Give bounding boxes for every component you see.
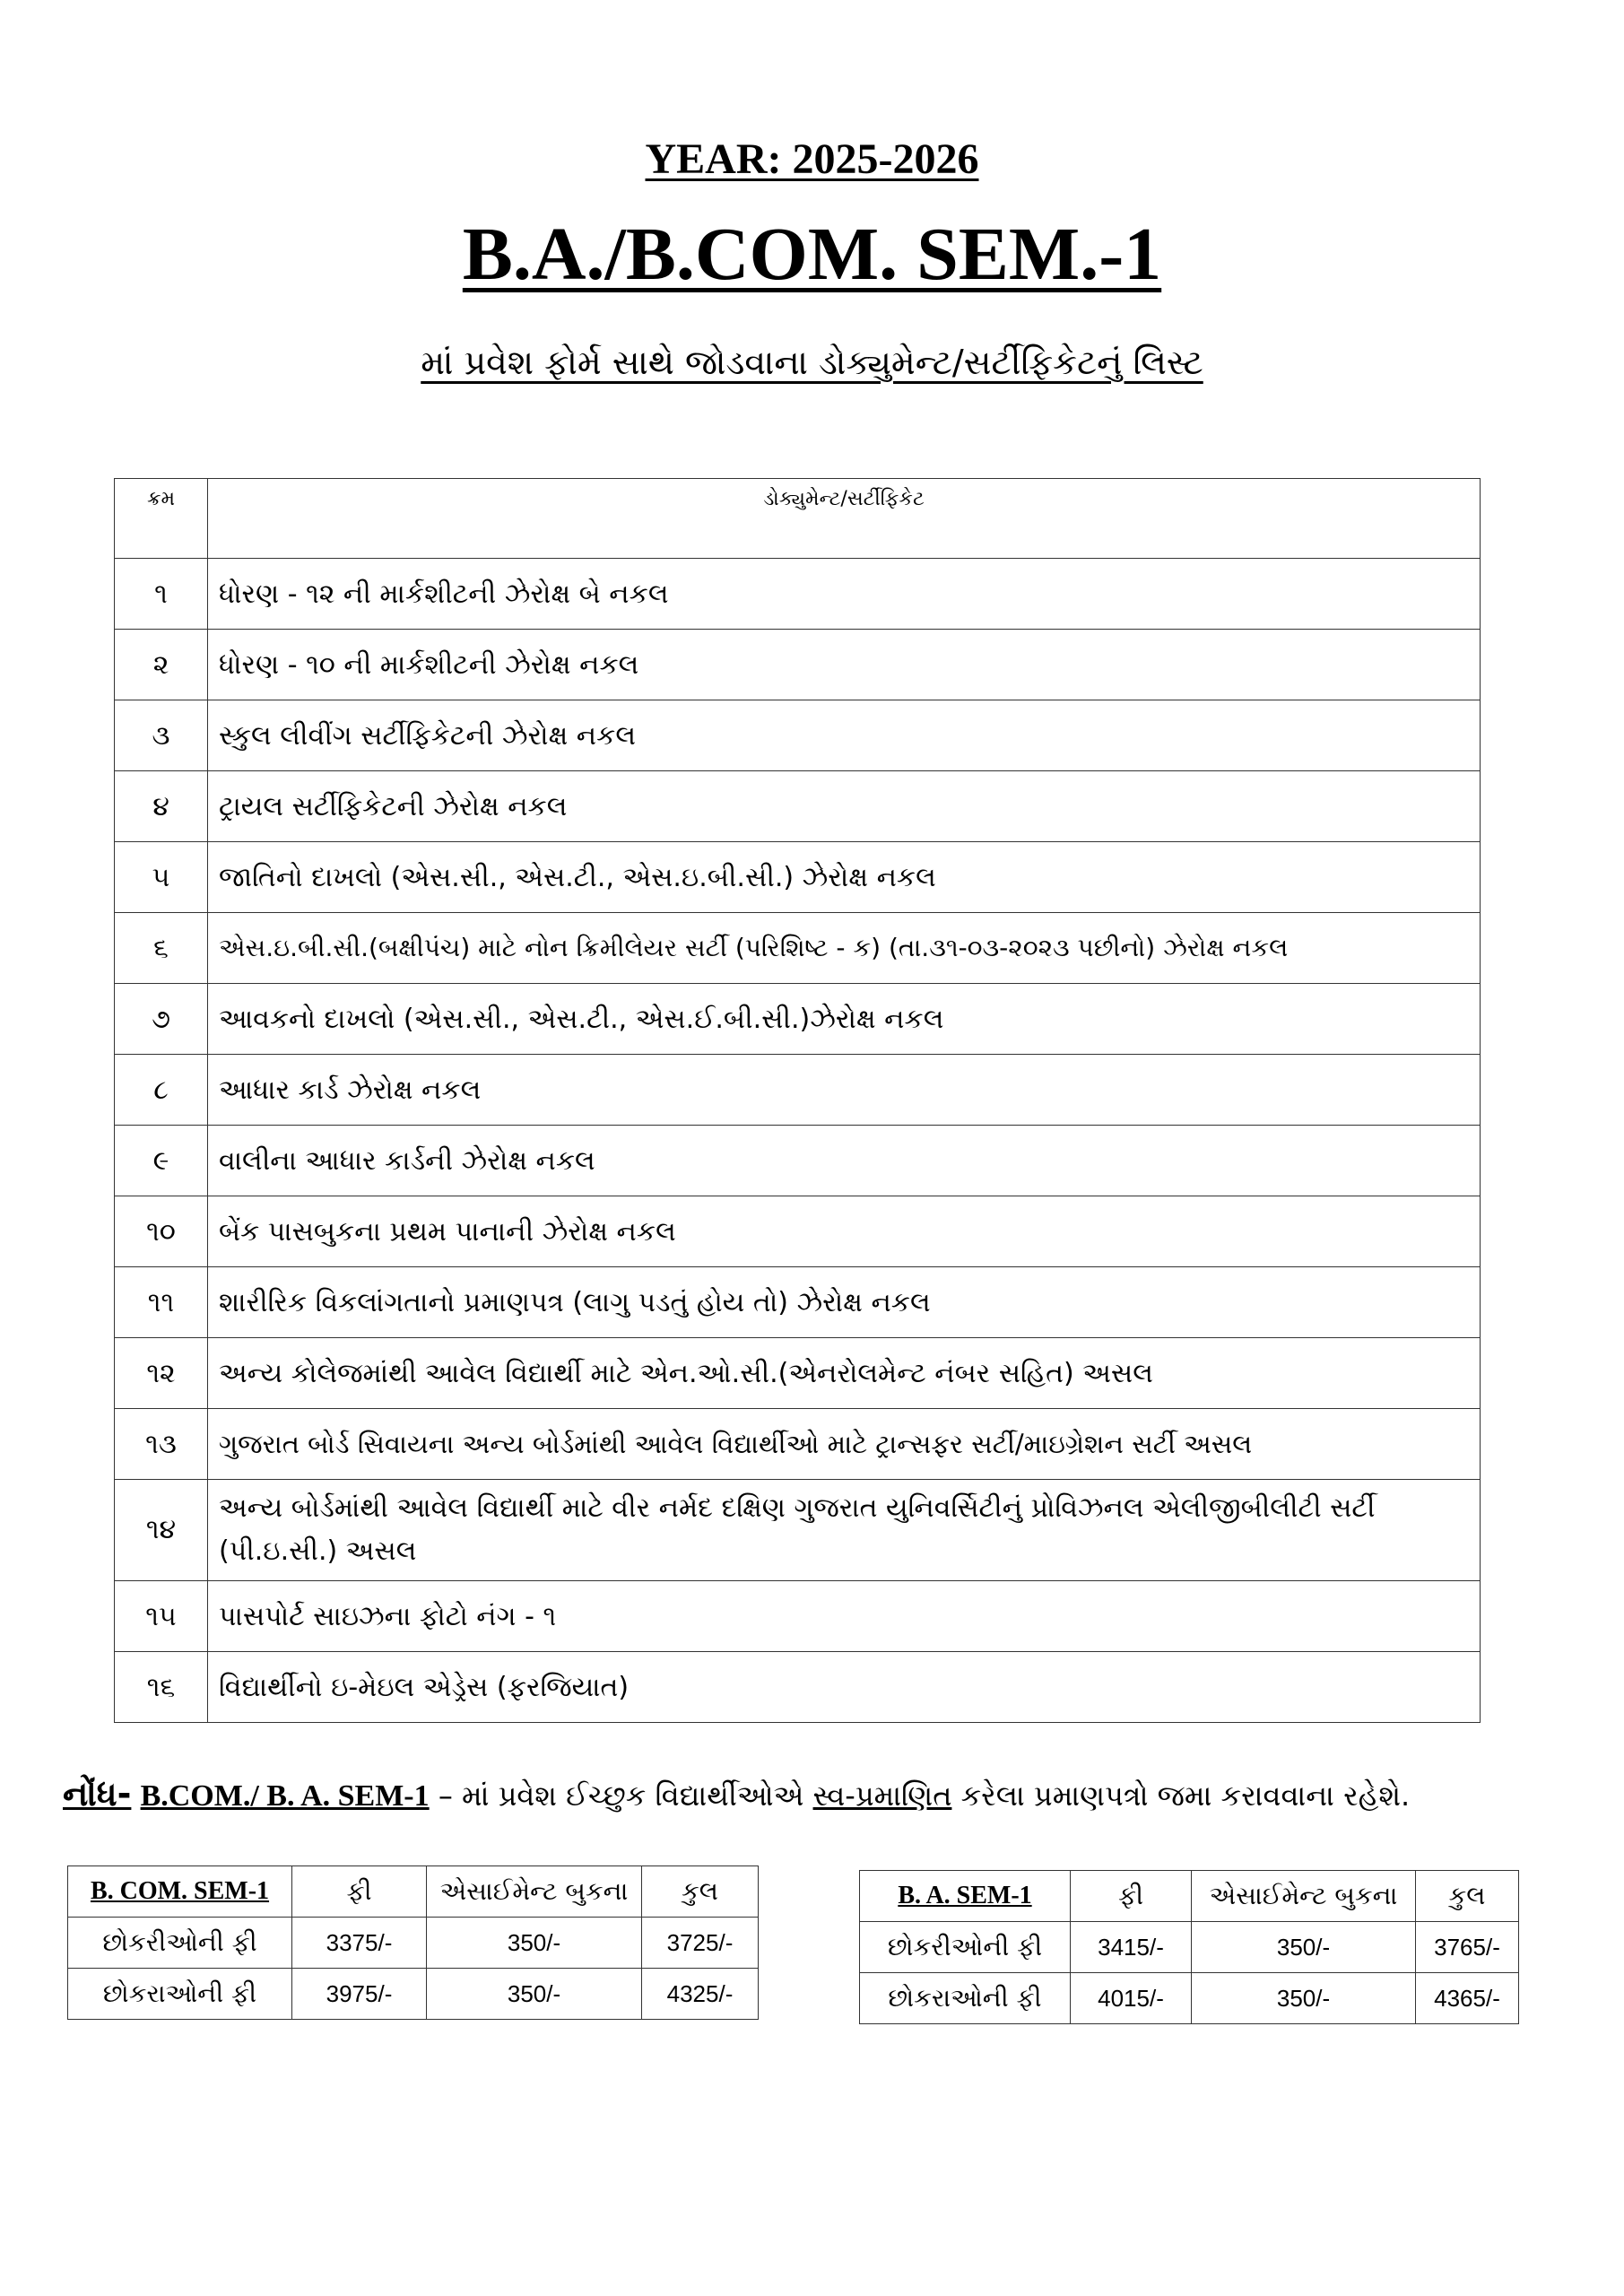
academic-year: YEAR: 2025-2026 [645,135,979,183]
documents-table [114,478,1481,1723]
table-row [115,630,1481,700]
table-row [68,1918,759,1969]
row-document: આધાર કાર્ડ ઝેરોક્ષ નકલ [208,1055,1481,1126]
total-value: 4365/- [1416,1973,1519,2024]
row-number: ૫ [115,842,208,913]
table-row [115,1652,1481,1723]
row-document: ધોરણ - ૧૦ ની માર્કશીટની ઝેરોક્ષ નકલ [208,630,1481,700]
row-number: ૨ [115,630,208,700]
note-text-after: કરેલા પ્રમાણપત્રો જમા કરાવવાના રહેશે. [960,1779,1411,1813]
row-document: ટ્રાયલ સર્ટીફિકેટની ઝેરોક્ષ નકલ [208,771,1481,842]
row-document: અન્ય બોર્ડમાંથી આવેલ વિદ્યાર્થી માટે વીર નર્મદ દક્ષિણ ગુજરાત યુનિવર્સિટીનું પ્રોવિઝનલ એલીજીબીલીટી સર્ટી (પી.ઇ.સી.) અસલ [208,1480,1481,1581]
note-self-attested: સ્વ-પ્રમાણિત [812,1779,952,1813]
note-text-before: માં પ્રવેશ ઈચ્છુક વિદ્યાર્થીઓએ [461,1779,804,1813]
assignment-value: 350/- [1192,1922,1416,1973]
row-number: ૧૦ [115,1196,208,1267]
table-row [860,1973,1519,2024]
row-document: વિદ્યાર્થીનો ઇ-મેઇલ એડ્રેસ (ફરજિયાત) [208,1652,1481,1723]
fee-row-label: છોકરાઓની ફી [860,1973,1071,2024]
ba-fees-title: B. A. SEM-1 [860,1871,1071,1922]
fee-row-label: છોકરીઓની ફી [68,1918,292,1969]
row-number: ૧૪ [115,1480,208,1581]
table-row [115,1267,1481,1338]
fee-value: 3375/- [292,1918,427,1969]
table-row [115,1126,1481,1196]
table-row [115,771,1481,842]
note-label: નોંધ- [63,1774,132,1813]
assignment-value: 350/- [1192,1973,1416,2024]
assignment-value: 350/- [427,1918,642,1969]
row-number: ૧૬ [115,1652,208,1723]
fee-header: ફી [1071,1871,1192,1922]
row-number: ૯ [115,1126,208,1196]
serial-column-header: ક્રમ [115,479,208,559]
note-dash: – [438,1779,453,1813]
table-row [115,913,1481,984]
row-document: વાલીના આધાર કાર્ડની ઝેરોક્ષ નકલ [208,1126,1481,1196]
row-number: ૧૫ [115,1581,208,1652]
bcom-fees-title: B. COM. SEM-1 [68,1866,292,1918]
row-number: ૪ [115,771,208,842]
fees-header-row [68,1866,759,1918]
table-row [115,1338,1481,1409]
row-number: ૧૩ [115,1409,208,1480]
row-number: ૩ [115,700,208,771]
fee-row-label: છોકરીઓની ફી [860,1922,1071,1973]
fees-header-row [860,1871,1519,1922]
total-value: 4325/- [642,1969,759,2020]
table-row [68,1969,759,2020]
fee-row-label: છોકરાઓની ફી [68,1969,292,2020]
row-document: અન્ય કોલેજમાંથી આવેલ વિદ્યાર્થી માટે એન.ઓ.સી.(એનરોલમેન્ટ નંબર સહિત) અસલ [208,1338,1481,1409]
table-row [115,1480,1481,1581]
table-row [115,1055,1481,1126]
row-document: બેંક પાસબુકના પ્રથમ પાનાની ઝેરોક્ષ નકલ [208,1196,1481,1267]
row-document: જાતિનો દાખલો (એસ.સી., એસ.ટી., એસ.ઇ.બી.સી.) ઝેરોક્ષ નકલ [208,842,1481,913]
page-subtitle: માં પ્રવેશ ફોર્મ સાથે જોડવાના ડોક્યુમેન્ટ/સર્ટીફિકેટનું લિસ્ટ [421,343,1203,382]
total-header: કુલ [1416,1871,1519,1922]
row-number: ૧૧ [115,1267,208,1338]
document-column-header: ડોક્યુમેન્ટ/સર્ટીફિકેટ [208,479,1481,559]
total-value: 3725/- [642,1918,759,1969]
table-row [115,559,1481,630]
row-document: પાસપોર્ટ સાઇઝના ફોટો નંગ - ૧ [208,1581,1481,1652]
table-row [115,1409,1481,1480]
row-number: ૧૨ [115,1338,208,1409]
row-document: ગુજરાત બોર્ડ સિવાયના અન્ય બોર્ડમાંથી આવેલ વિદ્યાર્થીઓ માટે ટ્રાન્સફર સર્ટી/માઇગ્રેશન સર્ટી અસલ [208,1409,1481,1480]
row-document: ધોરણ - ૧૨ ની માર્કશીટની ઝેરોક્ષ બે નકલ [208,559,1481,630]
course-title: B.A./B.COM. SEM.-1 [462,213,1162,296]
row-number: ૮ [115,1055,208,1126]
row-document: શારીરિક વિકલાંગતાનો પ્રમાણપત્ર (લાગુ પડતું હોય તો) ઝેરોક્ષ નકલ [208,1267,1481,1338]
fee-value: 3975/- [292,1969,427,2020]
fee-value: 3415/- [1071,1922,1192,1973]
fee-header: ફી [292,1866,427,1918]
table-row [860,1922,1519,1973]
table-row [115,1196,1481,1267]
table-row [115,1581,1481,1652]
row-number: ૧ [115,559,208,630]
table-row [115,984,1481,1055]
row-number: ૬ [115,913,208,984]
row-document: એસ.ઇ.બી.સી.(બક્ષીપંચ) માટે નોન ક્રિમીલેયર સર્ટી (પરિશિષ્ટ - ક) (તા.૩૧-૦૩-૨૦૨૩ પછીનો) ઝેરોક્ષ નકલ [208,913,1481,984]
documents-header-row [115,479,1481,559]
total-value: 3765/- [1416,1922,1519,1973]
note-course-ref: B.COM./ B. A. SEM-1 [140,1779,430,1813]
row-document: સ્કુલ લીવીંગ સર્ટીફિકેટની ઝેરોક્ષ નકલ [208,700,1481,771]
table-row [115,842,1481,913]
row-document: આવકનો દાખલો (એસ.સી., એસ.ટી., એસ.ઈ.બી.સી.)ઝેરોક્ષ નકલ [208,984,1481,1055]
assignment-header: એસાઈમેન્ટ બુકના [1192,1871,1416,1922]
note-line [63,1774,1410,1814]
row-number: ૭ [115,984,208,1055]
total-header: કુલ [642,1866,759,1918]
assignment-header: એસાઈમેન્ટ બુકના [427,1866,642,1918]
bcom-fees-table [67,1866,759,2020]
assignment-value: 350/- [427,1969,642,2020]
table-row [115,700,1481,771]
fee-value: 4015/- [1071,1973,1192,2024]
ba-fees-table [859,1870,1519,2024]
